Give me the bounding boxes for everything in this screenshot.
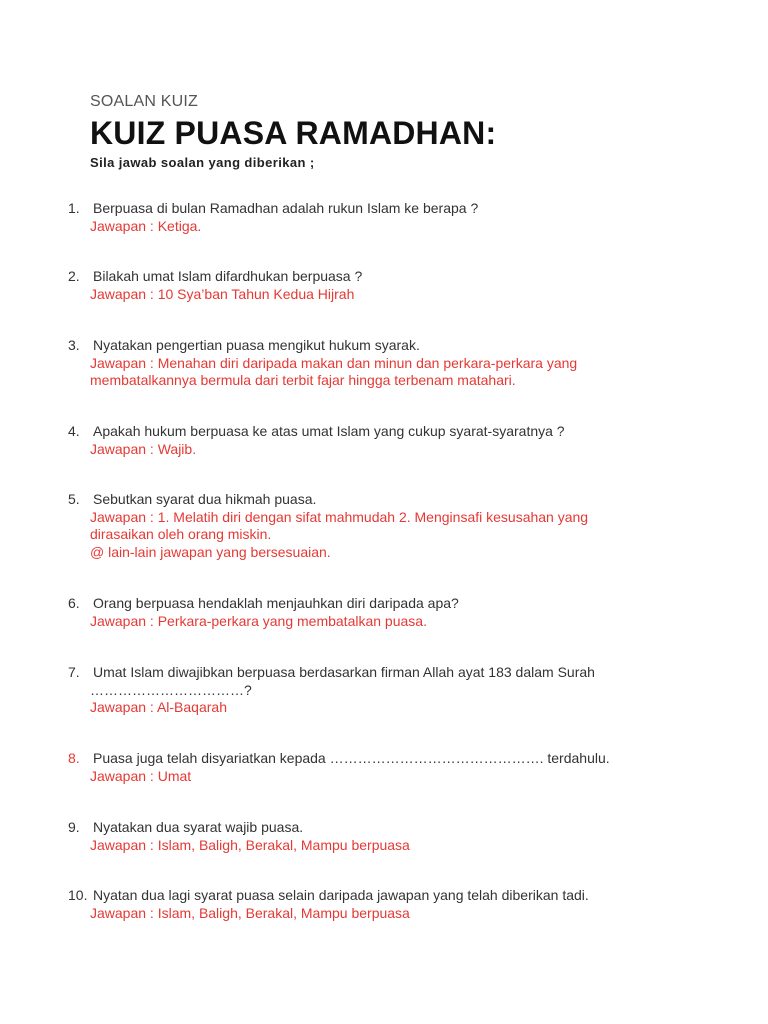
doc-title: KUIZ PUASA RAMADHAN: [90,115,497,151]
question-text: Berpuasa di bulan Ramadhan adalah rukun Islam ke berapa ? [93,200,479,216]
answer-line: Jawapan : Menahan diri daripada makan dan minun dan perkara-perkara yang [90,354,578,371]
question-text: Apakah hukum berpuasa ke atas umat Islam yang cukup syarat-syaratnya ? [93,423,565,439]
question-1 [68,200,718,235]
question-number: 6. [68,595,80,611]
answer-line: Jawapan : Wajib. [90,440,197,457]
answer-line: dirasaikan oleh orang miskin. [90,526,272,542]
question-10 [68,887,718,922]
question-number: 1. [68,200,80,216]
question-text: Bilakah umat Islam difardhukan berpuasa ? [93,268,363,284]
question-text: Umat Islam diwajibkan berpuasa berdasarkan firman Allah ayat 183 dalam Surah [93,664,595,680]
question-8 [68,750,718,785]
question-4 [68,423,718,458]
question-text: Nyatakan dua syarat wajib puasa. [93,819,304,835]
answer-line: Jawapan : Umat [90,767,192,784]
answer-line: Jawapan : Islam, Baligh, Berakal, Mampu berpuasa [90,904,410,921]
question-7 [68,664,718,717]
question-5 [68,491,718,561]
question-3 [68,337,718,390]
document-header [90,93,730,171]
answer-line: Jawapan : Al-Baqarah [90,699,227,715]
question-9 [68,819,718,854]
answer-line: Jawapan : Ketiga. [90,217,202,234]
question-number: 8. [68,750,80,766]
question-text: Nyatakan pengertian puasa mengikut hukum syarak. [93,337,420,353]
question-number: 3. [68,337,80,353]
question-number: 2. [68,268,80,284]
question-6 [68,595,718,630]
doc-label: SOALAN KUIZ [90,93,199,110]
doc-instruction: Sila jawab soalan yang diberikan ; [90,155,315,170]
answer-line: @ lain-lain jawapan yang bersesuaian. [90,543,331,560]
answer-line: Jawapan : 1. Melatih diri dengan sifat mahmudah 2. Menginsafi kesusahan yang [90,508,589,525]
question-number: 10. [68,887,88,903]
answer-line: Jawapan : Islam, Baligh, Berakal, Mampu berpuasa [90,836,410,853]
answer-line: Jawapan : 10 Sya’ban Tahun Kedua Hijrah [90,285,355,302]
question-number: 4. [68,423,80,439]
question-text: Orang berpuasa hendaklah menjauhkan diri daripada apa? [93,595,459,611]
question-text: Puasa juga telah disyariatkan kepada ………………………………………. terdahulu. [93,750,610,766]
question-text: Nyatan dua lagi syarat puasa selain daripada jawapan yang telah diberikan tadi. [93,887,589,903]
question-number: 9. [68,819,80,835]
question-number: 5. [68,491,80,507]
question-number: 7. [68,664,80,680]
question-text-continued: ……………………………? [90,681,252,698]
answer-line: membatalkannya bermula dari terbit fajar hingga terbenam matahari. [90,372,516,388]
answer-line: Jawapan : Perkara-perkara yang membatalkan puasa. [90,612,427,629]
question-text: Sebutkan syarat dua hikmah puasa. [93,491,317,507]
question-2 [68,268,718,303]
